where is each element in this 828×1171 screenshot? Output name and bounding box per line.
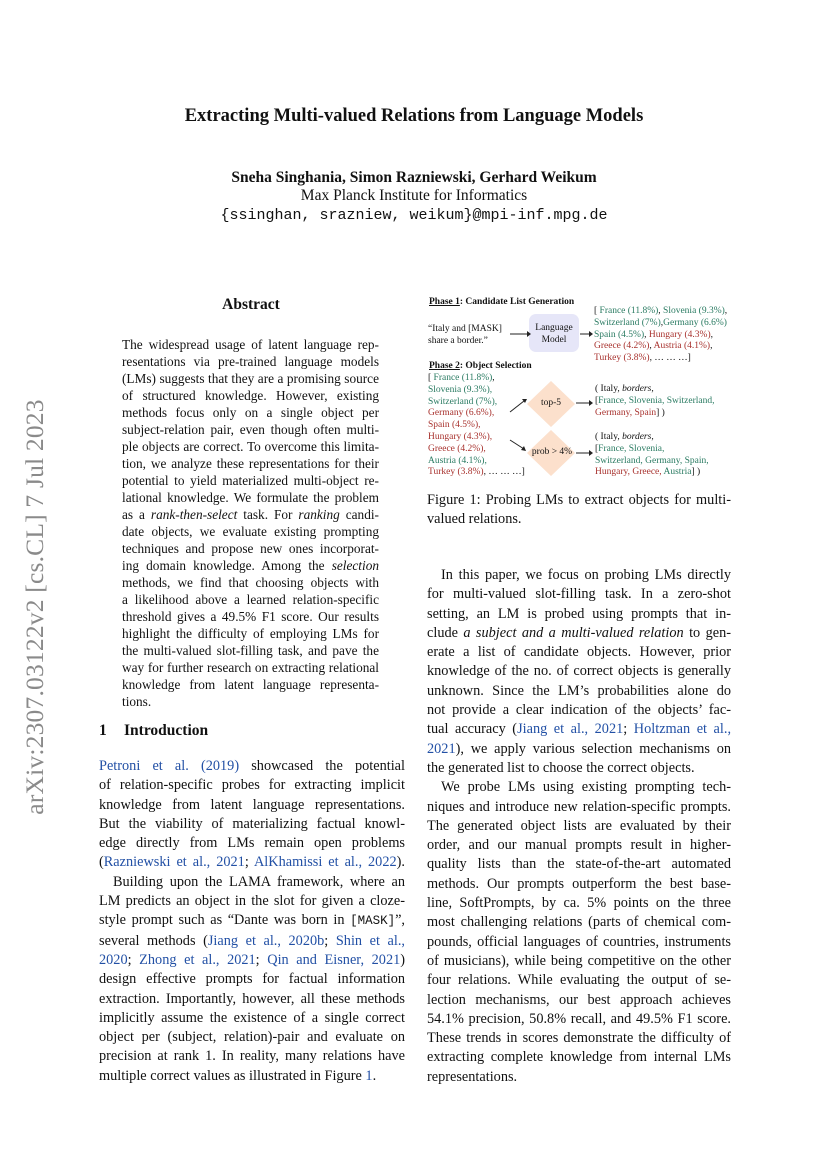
body-line: most challenging relations (parts of chemical com- (427, 914, 731, 931)
phase2-label: Phase 2 (429, 361, 460, 371)
output-line: Switzerland, Germany, Spain, (595, 455, 709, 466)
top5-label: top-5 (540, 398, 562, 408)
intro-body (99, 757, 405, 1086)
arxiv-watermark (10, 372, 60, 842)
figure-caption (427, 491, 731, 530)
intro-line: LM predicts an object in the slot for given a cloze- (99, 893, 405, 910)
abstract-line: The widespread usage of latent language rep- (122, 337, 379, 352)
intro-line: several methods (Jiang et al., 2020b; Shin et al., (99, 932, 406, 949)
abstract-line: potential to yield materialized multi-object re- (122, 473, 379, 488)
body-line: lection mechanisms, our best approach achieves (427, 991, 731, 1008)
prompt-line: share a border.” (428, 335, 488, 346)
caption-line: valued relations. (427, 511, 522, 528)
phase1-label: Phase 1 (429, 297, 460, 307)
arxiv-id: arXiv:2307.03122v2 [cs.CL] 7 Jul 2023 (20, 399, 49, 815)
output-line: Germany, Spain] ) (595, 407, 665, 418)
abstract-line: threshold gives a 49.5% F1 score. Our results (122, 609, 379, 624)
abstract-line: methods focus only on a single object per (122, 405, 379, 420)
intro-line: of relation-specific probes for extracting implicit (99, 777, 405, 794)
intro-line: 2020; Zhong et al., 2021; Qin and Eisner, 2021) (99, 951, 406, 968)
abstract-line: methods, we find that choosing objects with (122, 575, 379, 590)
selection-line: Turkey (3.8%), … … …] (428, 467, 525, 478)
abstract-line: of structured knowledge. However, existing (122, 388, 379, 403)
abstract-line: knowledge from latent language representa- (122, 677, 379, 692)
intro-line: Petroni et al. (2019) showcased the potential (99, 758, 405, 774)
output-line: ( Italy, borders, (595, 432, 654, 442)
arrow-head (589, 400, 593, 406)
body-line: 54.1% precision, 50.8% recall, and 49.5% F1 score. (427, 1010, 731, 1027)
body-line: unknown. Since the LM’s probabilities alone do (427, 682, 731, 699)
language-model-label (529, 323, 579, 347)
abstract-line: a likelihood above a learned relation-specific (122, 592, 379, 607)
model-line: Language (535, 323, 573, 333)
authors: Sneha Singhania, Simon Razniewski, Gerhard Weikum (231, 169, 597, 186)
intro-line: style prompt such as “Dante was born in [MASK]”, (99, 912, 405, 929)
body-line: These trends in scores demonstrate the difficulty of (427, 1030, 731, 1047)
body-line: of musicians), while being competitive on the other (427, 952, 731, 969)
candidate-line: [ France (11.8%), Slovenia (9.3%), (594, 306, 728, 316)
body-line: The generated object lists are evaluated by their (427, 817, 731, 834)
intro-line: object per (subject, relation)-pair and evaluate on (99, 1029, 405, 1046)
figure-1 (420, 293, 740, 493)
output-line: ( Italy, borders, (595, 384, 654, 394)
abstract-line: tions. (122, 694, 152, 709)
abstract-line: (LMs) suggests that they are a promising source (122, 371, 379, 386)
selection-line: Germany (6.6%), (428, 408, 495, 419)
intro-line: (Razniewski et al., 2021; AlKhamissi et al., 2022). (99, 854, 405, 871)
body-line: 2021), we apply various selection mechanisms on (427, 740, 731, 757)
abstract-line: date objects, we evaluate existing prompting (122, 524, 379, 539)
prob-label: prob > 4% (531, 447, 573, 457)
intro-line: precision at rank 1. In reality, many relations have (99, 1048, 405, 1065)
abstract-line: techniques and propose new ones incorporat- (122, 541, 379, 556)
body-line: setting, an LM is probed using prompts that in- (427, 605, 731, 622)
body-line: quality lists than the state-of-the-art automated (427, 856, 731, 873)
candidate-line: Switzerland (7%),Germany (6.6%) (594, 317, 727, 328)
abstract-body (122, 336, 379, 710)
body-line: extracting complete knowledge from internal LMs (427, 1049, 731, 1066)
model-line: Model (541, 334, 567, 345)
prob-output (595, 432, 709, 479)
selection-line: Austria (4.1%), (428, 455, 487, 466)
intro-line: Building upon the LAMA framework, where an (113, 873, 405, 890)
abstract-line: ple objects are correct. To overcome this limita- (122, 439, 379, 454)
arrow-head (589, 450, 593, 456)
affiliation: Max Planck Institute for Informatics (300, 187, 528, 204)
candidate-line: Spain (4.5%), Hungary (4.3%), (594, 329, 713, 340)
phase2-heading (429, 361, 532, 373)
abstract-line: subject-relation pair, even though often multi- (122, 422, 379, 437)
prompt-text (428, 324, 502, 348)
body-line: line, SoftPrompts, by ca. 5% points on the three (427, 895, 731, 912)
abstract-line: lational knowledge. We formulate the problem (122, 490, 379, 505)
section-title: Introduction (124, 722, 209, 739)
body-line: not provide a clear indication of the objects’ fac- (427, 702, 731, 719)
intro-line: knowledge from latent language representations. (99, 796, 405, 813)
candidate-list (594, 306, 727, 365)
output-line: [France, Slovenia, Switzerland, (595, 395, 715, 406)
body-line: four relations. While evaluating the output of se- (427, 972, 731, 989)
body-line: We probe LMs using existing prompting tech- (441, 779, 731, 796)
abstract-line: way for further research on extracting relational (122, 660, 379, 675)
body-line: pounds, official languages of countries, instruments (427, 933, 731, 950)
caption-line: Figure 1: Probing LMs to extract objects for multi- (427, 492, 731, 508)
body-line: order, and our manual prompts result in higher- (427, 837, 731, 854)
intro-line: implicitly assume the existence of a single correct (99, 1009, 405, 1026)
abstract-line: the multi-valued slot-filling task, and pave the (122, 643, 379, 658)
top5-output (595, 384, 715, 419)
intro-line: multiple correct values as illustrated in Figure 1. (99, 1067, 377, 1084)
phase2-title: : Object Selection (459, 361, 532, 371)
abstract-line: as a rank-then-select task. For ranking candi- (122, 507, 379, 522)
body-line: the generated list to choose the correct objects. (427, 759, 695, 776)
abstract-line: highlight the difficulty of employing LMs for (122, 626, 379, 641)
body-line: clude a subject and a multi-valued relation to gen- (427, 624, 731, 641)
phase1-heading (429, 297, 574, 309)
arrow-head (589, 331, 593, 337)
candidate-line: Turkey (3.8%), … … …] (594, 353, 691, 364)
output-line: Hungary, Greece, Austria] ) (595, 467, 701, 478)
paper-title: Extracting Multi-valued Relations from Language Models (184, 106, 644, 126)
prompt-line: “Italy and [MASK] (428, 324, 502, 334)
phase1-title: : Candidate List Generation (459, 297, 575, 307)
abstract-line: resentations via pre-trained language models (122, 354, 379, 369)
selection-line: [ France (11.8%), (428, 373, 495, 383)
abstract-line: tion, we analyze these representations for their (122, 456, 379, 471)
intro-heading (99, 722, 208, 740)
abstract-heading: Abstract (222, 296, 280, 313)
body-line: niques and introduce new relation-specific prompts. (427, 798, 731, 815)
intro-line: edge directly from LMs remain open problems (99, 835, 405, 852)
right-column-body (427, 566, 731, 1087)
output-line: [France, Slovenia, (595, 443, 665, 454)
body-line: In this paper, we focus on probing LMs directly (441, 567, 731, 583)
selection-line: Slovenia (9.3%), (428, 384, 493, 395)
body-line: methods. Our prompts outperform the best base- (427, 875, 731, 892)
intro-line: extraction. Importantly, however, all these methods (99, 990, 405, 1007)
selection-list (428, 373, 525, 479)
body-line: for multi-valued slot-filling task. In a zero-shot (427, 586, 731, 603)
selection-line: Spain (4.5%), (428, 420, 481, 431)
intro-line: But the viability of materializing factual knowl- (99, 815, 405, 832)
body-line: tual accuracy (Jiang et al., 2021; Holtzman et al., (427, 721, 732, 738)
intro-line: design effective prompts for factual information (99, 971, 405, 988)
body-line: knowledge of the no. of correct objects is generally (427, 663, 731, 680)
abstract-line: ing domain knowledge. Among the selection (122, 558, 379, 573)
body-line: representations. (427, 1068, 518, 1085)
selection-line: Hungary (4.3%), (428, 431, 493, 442)
emails: {ssinghan, srazniew, weikum}@mpi-inf.mpg.de (220, 207, 608, 224)
section-number: 1 (99, 722, 107, 739)
selection-line: Switzerland (7%), (428, 396, 498, 407)
candidate-line: Greece (4.2%), Austria (4.1%), (594, 341, 713, 352)
body-line: erate a list of candidate objects. However, prior (427, 644, 731, 661)
selection-line: Greece (4.2%), (428, 443, 486, 454)
